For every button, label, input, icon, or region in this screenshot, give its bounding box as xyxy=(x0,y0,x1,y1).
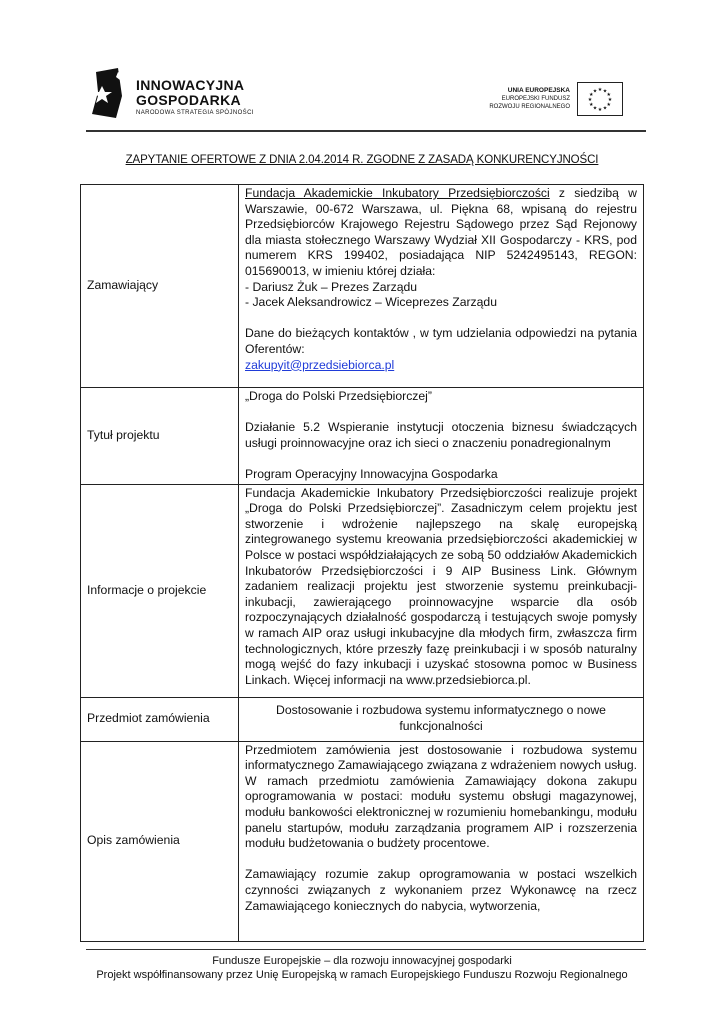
spacer xyxy=(245,451,637,467)
offer-details-table xyxy=(80,184,644,942)
header-divider xyxy=(86,130,646,132)
svg-text:★: ★ xyxy=(592,105,598,112)
footer-line-2: Projekt współfinansowany przez Unię Europejską w ramach Europejskiego Funduszu Rozwoju Regionalnego xyxy=(96,969,628,981)
contact-info: Dane do bieżących kontaktów , w tym udzielania odpowiedzi na pytania Oferentów: xyxy=(245,326,637,356)
svg-text:★: ★ xyxy=(589,101,594,108)
opis-para-1: Przedmiotem zamówienia jest dostosowanie i rozbudowa systemu informatycznego Zamawiającego związana z wdrażeniem nowych usług. W ramach przedmiotu zamówienia Zamawiający dokona zakupu oprogramowania w postaci: modułu systemu obsługi magazynowej, modułu bankowości elektronicznej w rozumieniu homebankingu, modułu panelu startupów, modułu zarządzania programem AIP i rozszerzenia modułu budżetowania o budżety procentowe. xyxy=(245,742,637,851)
content-zamawiajacy xyxy=(239,185,644,388)
person-1: - Dariusz Żuk – Prezes Zarządu xyxy=(245,279,418,294)
person-2: - Jacek Aleksandrowicz – Wiceprezes Zarządu xyxy=(245,295,497,310)
footer-divider xyxy=(86,949,646,950)
svg-text:★: ★ xyxy=(597,87,603,93)
label-tytul: Tytuł projektu xyxy=(81,388,239,485)
table-row-zamawiajacy xyxy=(81,185,644,388)
logo-right-line1: UNIA EUROPEJSKA xyxy=(507,87,570,94)
content-tytul xyxy=(239,388,644,485)
eu-logo-text xyxy=(470,87,570,111)
logo-left-sub: NARODOWA STRATEGIA SPÓJNOŚCI xyxy=(136,110,254,116)
project-action: Działanie 5.2 Wspieranie instytucji otoczenia biznesu świadczących usługi proinnowacyjne oraz ich sieci o znaczeniu ponadregionalnym xyxy=(245,420,637,450)
content-opis xyxy=(239,741,644,941)
logo-right-line3: ROZWOJU REGIONALNEGO xyxy=(489,104,570,110)
document-title: ZAPYTANIE OFERTOWE Z DNIA 2.04.2014 R. ZGODNE Z ZASADĄ KONKURENCYJNOŚCI xyxy=(125,154,599,166)
project-name: „Droga do Polski Przedsiębiorczej” xyxy=(245,389,432,403)
innowacyjna-gospodarka-text xyxy=(136,78,254,116)
spacer xyxy=(245,405,637,421)
opis-para-2: Zamawiający rozumie zakup oprogramowania w postaci wszelkich czynności związanych z wykonaniem przez Wykonawcę na rzecz Zamawiającego koniecznych do nabycia, wytworzenia, xyxy=(245,867,637,913)
svg-text:★: ★ xyxy=(587,97,593,103)
content-informacje: Fundacja Akademickie Inkubatory Przedsiębiorczości realizuje projekt „Droga do Polski Przedsiębiorczej”. Zasadniczym celem projektu jest stworzenie i wdrożenie najlepszego na skalę europejską zintegrowanego systemu kreowania przedsiębiorczości akademickiej w Polsce w postaci współdziałających ze sobą 50 oddziałów Akademickich Inkubatorów Przedsiębiorczości i 9 AIP Business Link. Głównym zadaniem realizacji projektu jest stworzenie systemu preinkubacji-inkubacji, zawierającego proinnowacyjne wsparcie dla osób rozpoczynających działalność gospodarczą i testujących swoje pomysły w ramach AIP oraz usługi inkubacyjne dla młodych firm, zwłaszcza firm technologicznych, które przeszły fazę preinkubacji i w sposób naturalny mogą wejść do fazy inkubacji i uzyskać stosowna pomoc w Business Linkach. Więcej informacji na www.przedsiebiorca.pl. xyxy=(239,484,644,697)
zamawiajacy-intro xyxy=(245,186,637,280)
org-intro-rest: z siedzibą w Warszawie, 00-672 Warszawa, ul. Piękna 68, wpisaną do rejestru Przedsiębiorców Krajowego Rejestru Sądowego przez Sąd Rejonowy dla miasta stołecznego Warszawy Wydział XII Gospodarczy - KRS, pod numerem KRS 199402, posiadająca NIP 5242495143, REGON: 015690013, w imieniu której działa: xyxy=(245,186,637,278)
logo-left-line2: GOSPODARKA xyxy=(136,92,241,108)
spacer xyxy=(245,852,637,868)
innowacyjna-gospodarka-logo xyxy=(88,66,130,120)
spacer xyxy=(245,311,637,327)
logo-right-line2: EUROPEJSKI FUNDUSZ xyxy=(501,96,570,102)
svg-text:★: ★ xyxy=(607,97,613,103)
content-przedmiot: Dostosowanie i rozbudowa systemu informatycznego o nowe funkcjonalności xyxy=(239,697,644,741)
table-row-informacje xyxy=(81,484,644,697)
eu-flag-icon xyxy=(577,82,623,116)
table-row-tytul xyxy=(81,388,644,485)
project-program: Program Operacyjny Innowacyjna Gospodarka xyxy=(245,466,498,481)
page-header xyxy=(0,0,724,132)
svg-text:★: ★ xyxy=(589,92,594,99)
page-footer xyxy=(0,954,724,982)
svg-text:★: ★ xyxy=(592,88,598,95)
svg-text:★: ★ xyxy=(606,92,611,99)
org-name: Fundacja Akademickie Inkubatory Przedsiębiorczości xyxy=(245,186,550,200)
svg-text:★: ★ xyxy=(602,88,608,95)
contact-email-link[interactable]: zakupyit@przedsiebiorca.pl xyxy=(245,357,395,372)
svg-text:★: ★ xyxy=(602,105,608,112)
label-przedmiot: Przedmiot zamówienia xyxy=(81,697,239,741)
svg-text:★: ★ xyxy=(597,107,603,113)
footer-line-1: Fundusze Europejskie – dla rozwoju innowacyjnej gospodarki xyxy=(212,955,512,967)
label-informacje: Informacje o projekcie xyxy=(81,484,239,697)
logo-left-line1: INNOWACYJNA xyxy=(136,77,245,93)
table-row-przedmiot xyxy=(81,697,644,741)
table-row-opis xyxy=(81,741,644,941)
svg-text:★: ★ xyxy=(606,101,611,108)
label-zamawiajacy: Zamawiający xyxy=(81,185,239,388)
label-opis: Opis zamówienia xyxy=(81,741,239,941)
